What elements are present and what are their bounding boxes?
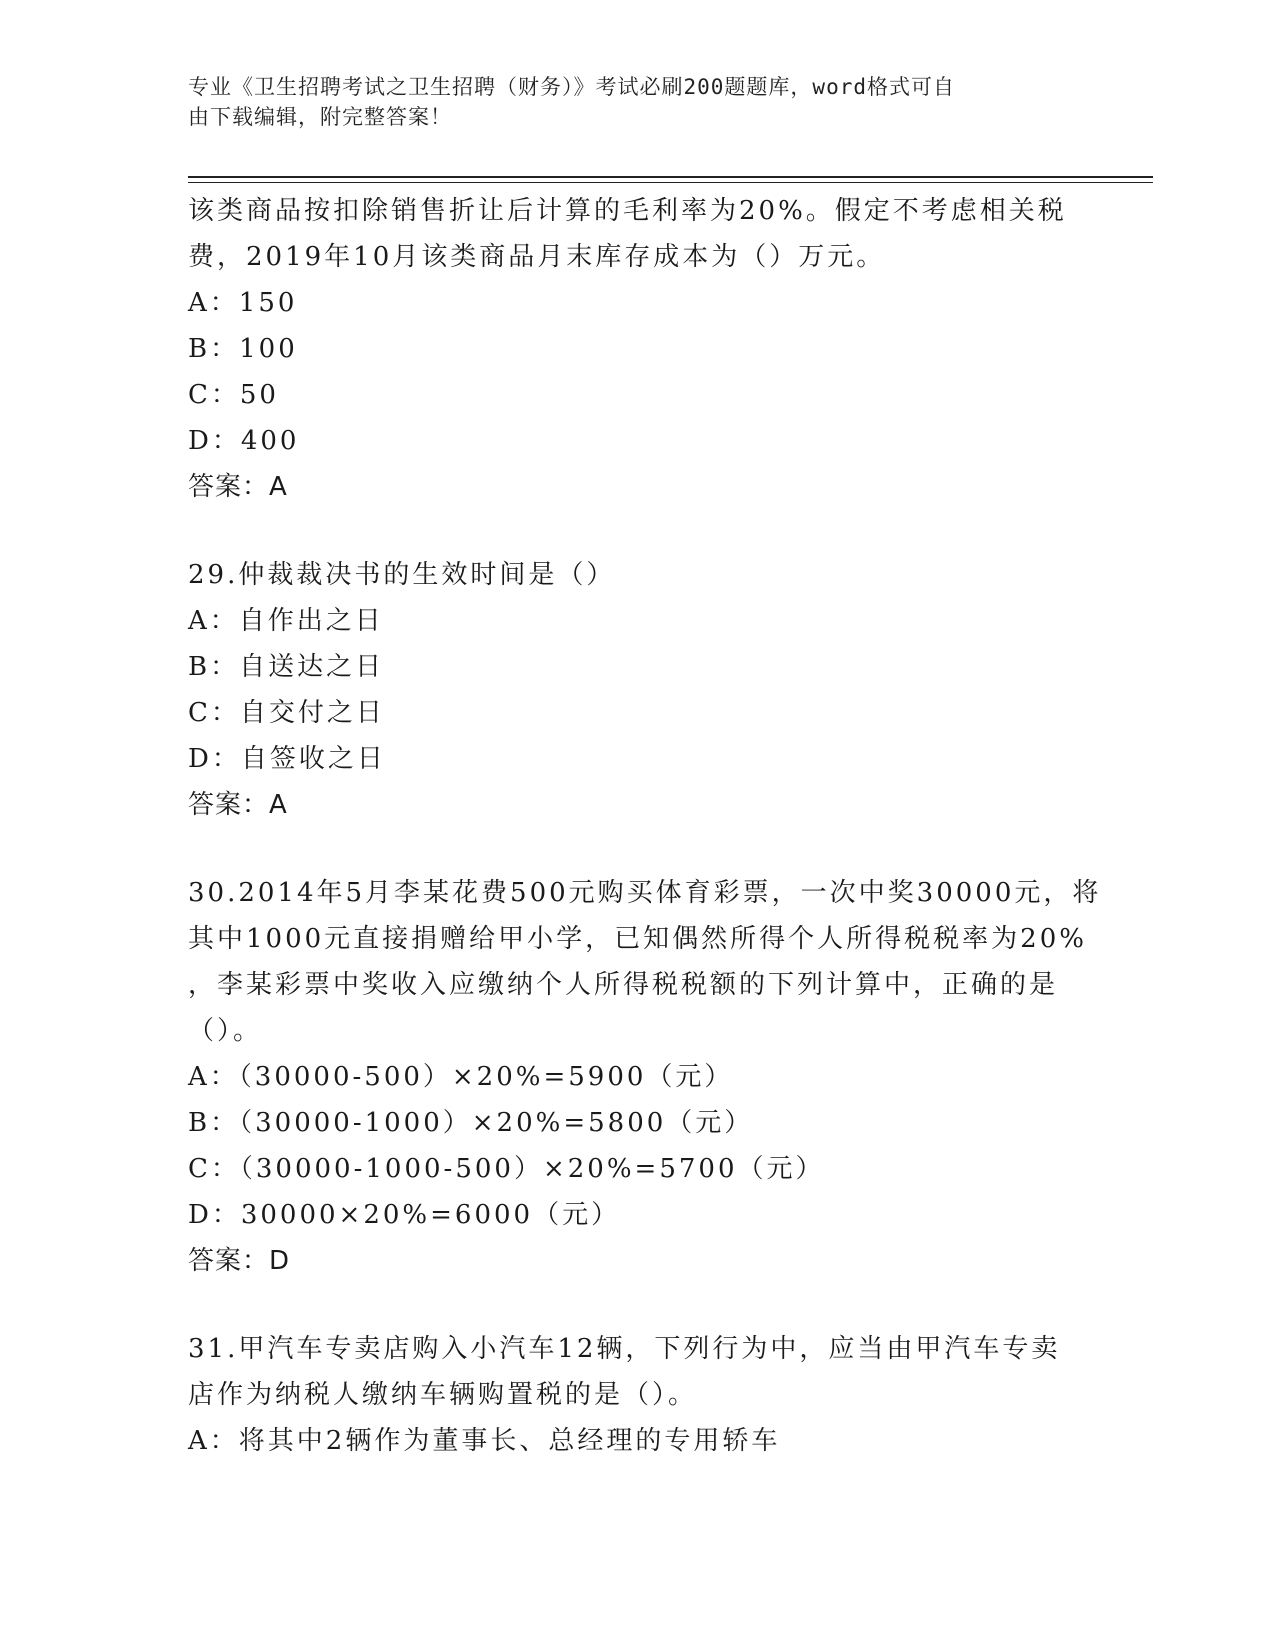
answer: 答案：A <box>188 790 288 820</box>
answer: 答案：A <box>188 472 288 502</box>
question-text-line: 店作为纳税人缴纳车辆购置税的是（）。 <box>188 1380 698 1410</box>
header-line-1: 专业《卫生招聘考试之卫生招聘（财务）》考试必刷200题题库，word格式可自 <box>188 75 955 99</box>
spacer <box>188 828 1088 870</box>
option-a: A：150 <box>188 288 298 318</box>
question-text-line: 该类商品按扣除销售折让后计算的毛利率为20%。假定不考虑相关税 <box>188 196 1067 226</box>
option-c: C：50 <box>188 380 279 410</box>
question-text-line: 31.甲汽车专卖店购入小汽车12辆，下列行为中，应当由甲汽车专卖 <box>188 1334 1061 1364</box>
option-b: B：（30000-1000）×20%=5800（元） <box>188 1108 754 1138</box>
option-d: D：400 <box>188 426 300 456</box>
option-d: D：自签收之日 <box>188 744 386 774</box>
spacer <box>188 1284 1088 1326</box>
header-divider-thick <box>188 176 1153 178</box>
question-text-line: 费，2019年10月该类商品月末库存成本为（）万元。 <box>188 242 886 272</box>
answer: 答案：D <box>188 1246 291 1276</box>
option-c: C：自交付之日 <box>188 698 385 728</box>
question-30 <box>188 870 1102 1284</box>
header-line-2: 由下载编辑，附完整答案！ <box>188 105 452 129</box>
question-text-line: （）。 <box>188 1016 263 1046</box>
option-d: D：30000×20%=6000（元） <box>188 1200 621 1230</box>
question-text-line: 30.2014年5月李某花费500元购买体育彩票，一次中奖30000元，将 <box>188 878 1102 908</box>
option-a: A：将其中2辆作为董事长、总经理的专用轿车 <box>188 1426 781 1456</box>
option-c: C：（30000-1000-500）×20%=5700（元） <box>188 1154 825 1184</box>
question-content <box>188 188 1102 1464</box>
question-28 <box>188 188 1088 510</box>
question-text-line: 29.仲裁裁决书的生效时间是（） <box>188 560 616 590</box>
header-divider-thin <box>188 182 1153 183</box>
question-text-line: ，李某彩票中奖收入应缴纳个人所得税税额的下列计算中，正确的是 <box>188 970 1059 1000</box>
question-text-line: 其中1000元直接捐赠给甲小学，已知偶然所得个人所得税税率为20% <box>188 924 1087 954</box>
question-29 <box>188 552 1088 828</box>
option-a: A：（30000-500）×20%=5900（元） <box>188 1062 734 1092</box>
option-a: A：自作出之日 <box>188 606 384 636</box>
option-b: B：100 <box>188 334 298 364</box>
option-b: B：自送达之日 <box>188 652 385 682</box>
spacer <box>188 510 1088 552</box>
document-header <box>188 72 1068 132</box>
question-31 <box>188 1326 1088 1464</box>
